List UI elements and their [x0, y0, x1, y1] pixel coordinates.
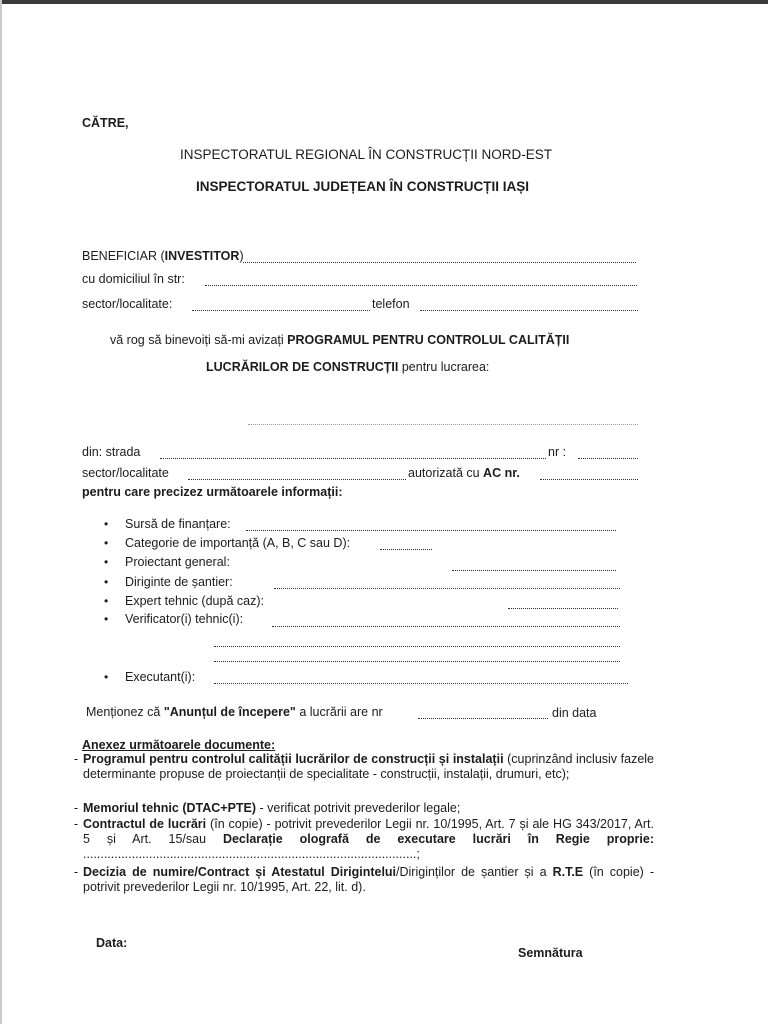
- location-sector-field[interactable]: [188, 479, 406, 480]
- beneficiary-label: BENEFICIAR (INVESTITOR): [82, 249, 244, 263]
- scan-top-edge: [0, 0, 768, 4]
- verifier-field-3[interactable]: [214, 661, 620, 662]
- executor-field[interactable]: [214, 683, 628, 684]
- nr-field[interactable]: [578, 458, 638, 459]
- bullet-icon: •: [104, 594, 109, 608]
- street-label: din: strada: [82, 445, 141, 459]
- verifier-label: Verificator(i) tehnic(i):: [125, 612, 244, 626]
- bullet-icon: •: [104, 612, 109, 626]
- category-field[interactable]: [380, 549, 432, 550]
- bullet-icon: •: [104, 575, 109, 589]
- bullet-icon: •: [104, 555, 109, 569]
- sector-field[interactable]: [192, 310, 370, 311]
- location-sector-label: sector/localitate: [82, 466, 169, 480]
- beneficiary-field[interactable]: [243, 262, 636, 263]
- authorized-label: autorizată cu AC nr.: [408, 466, 520, 480]
- scan-left-edge: [0, 0, 2, 1024]
- dash-icon: -: [74, 752, 79, 766]
- technical-expert-field[interactable]: [508, 608, 618, 609]
- technical-expert-label: Expert tehnic (după caz):: [125, 594, 264, 608]
- general-designer-field[interactable]: [452, 570, 616, 571]
- sector-label: sector/localitate:: [82, 297, 173, 311]
- date-label: Data:: [96, 936, 128, 950]
- bullet-icon: •: [104, 517, 109, 531]
- nr-label: nr :: [548, 445, 567, 459]
- address-field[interactable]: [205, 285, 637, 286]
- announcement-line: Menționez că "Anunțul de începere" a lucrării are nr: [86, 705, 383, 719]
- dash-icon: -: [74, 817, 79, 831]
- verifier-field-2[interactable]: [214, 646, 620, 647]
- phone-label: telefon: [372, 297, 410, 311]
- dash-icon: -: [74, 865, 79, 879]
- regional-inspectorate: INSPECTORATUL REGIONAL ÎN CONSTRUCȚII NORD-EST: [180, 147, 553, 162]
- request-line-1: vă rog să binevoiți să-mi avizați PROGRAMUL PENTRU CONTROLUL CALITĂȚII: [110, 333, 570, 347]
- announcement-number-field[interactable]: [418, 718, 548, 719]
- info-intro: pentru care precizez următoarele informații:: [82, 485, 343, 499]
- category-label: Categorie de importanță (A, B, C sau D):: [125, 536, 351, 550]
- work-name-field[interactable]: [248, 424, 638, 425]
- funding-field[interactable]: [246, 530, 616, 531]
- county-inspectorate: INSPECTORATUL JUDEȚEAN ÎN CONSTRUCȚII IAȘI: [196, 179, 530, 194]
- phone-field[interactable]: [420, 310, 638, 311]
- verifier-field-1[interactable]: [272, 626, 620, 627]
- signature-label: Semnătura: [518, 946, 583, 960]
- addressee-label: CĂTRE,: [82, 116, 129, 130]
- annex-item: - Programul pentru controlul calității lucrărilor de construcții și instalații (cuprinzând inclusiv fazele determinante propuse de proiectanții de specialitate - construcții, instalații, drumuri, etc);: [74, 752, 654, 781]
- bullet-icon: •: [104, 536, 109, 550]
- ac-number-field[interactable]: [540, 479, 638, 480]
- annex-item: - Contractul de lucrări (în copie) - potrivit prevederilor Legii nr. 10/1995, Art. 7 și ale HG 343/2017, Art. 5 și Art. 15/sau Declarație olografă de executare lucrări în Regie proprie: ................................................................................................;: [74, 817, 654, 861]
- funding-label: Sursă de finanțare:: [125, 517, 231, 531]
- street-field[interactable]: [160, 458, 546, 459]
- site-manager-field[interactable]: [274, 588, 620, 589]
- dash-icon: -: [74, 801, 79, 815]
- announcement-date-label: din data: [552, 706, 597, 720]
- request-line-2: LUCRĂRILOR DE CONSTRUCȚII pentru lucrarea:: [206, 360, 490, 374]
- executor-label: Executant(i):: [125, 670, 196, 684]
- address-label: cu domiciliul în str:: [82, 272, 185, 286]
- annex-item: - Memoriul tehnic (DTAC+PTE) - verificat potrivit prevederilor legale;: [74, 801, 461, 815]
- bullet-icon: •: [104, 670, 109, 684]
- annex-title: Anexez următoarele documente:: [82, 738, 276, 752]
- general-designer-label: Proiectant general:: [125, 555, 230, 569]
- site-manager-label: Diriginte de șantier:: [125, 575, 233, 589]
- annex-item: - Decizia de numire/Contract și Atestatul Dirigintelui/Diriginților de șantier și a R.T.E (în copie) - potrivit prevederilor Legii nr. 10/1995, Art. 22, lit. d).: [74, 865, 654, 894]
